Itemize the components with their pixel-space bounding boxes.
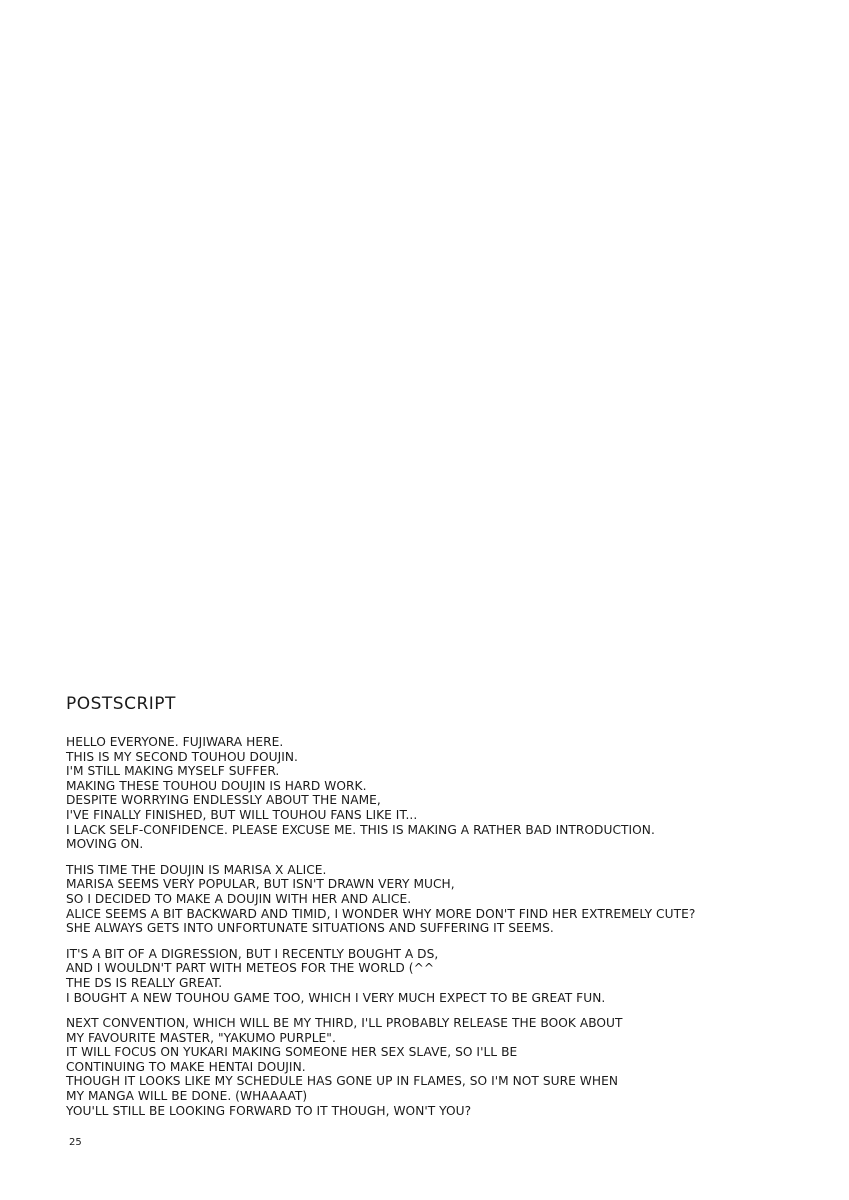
text-line: YOU'LL STILL BE LOOKING FORWARD TO IT THOUGH, WON'T YOU? (66, 1103, 472, 1118)
paragraph (66, 863, 806, 936)
text-line: I BOUGHT A NEW TOUHOU GAME TOO, WHICH I VERY MUCH EXPECT TO BE GREAT FUN. (66, 990, 606, 1005)
paragraph (66, 735, 806, 852)
text-line: ALICE SEEMS A BIT BACKWARD AND TIMID, I WONDER WHY MORE DON'T FIND HER EXTREMELY CUTE? (66, 906, 696, 921)
text-line: MAKING THESE TOUHOU DOUJIN IS HARD WORK. (66, 778, 367, 793)
text-line: THIS TIME THE DOUJIN IS MARISA X ALICE. (66, 862, 327, 877)
text-line: HELLO EVERYONE. FUJIWARA HERE. (66, 735, 284, 749)
text-line: IT'S A BIT OF A DIGRESSION, BUT I RECENTLY BOUGHT A DS, (66, 946, 439, 961)
text-line: I'M STILL MAKING MYSELF SUFFER. (66, 764, 280, 779)
paragraph (66, 947, 806, 1005)
text-line: AND I WOULDN'T PART WITH METEOS FOR THE WORLD (^^ (66, 961, 435, 976)
text-line: MARISA SEEMS VERY POPULAR, BUT ISN'T DRAWN VERY MUCH, (66, 877, 455, 892)
text-line: SHE ALWAYS GETS INTO UNFORTUNATE SITUATIONS AND SUFFERING IT SEEMS. (66, 921, 554, 936)
text-line: MY MANGA WILL BE DONE. (WHAAAAT) (66, 1089, 308, 1104)
text-line: THIS IS MY SECOND TOUHOU DOUJIN. (66, 749, 298, 764)
text-line: THOUGH IT LOOKS LIKE MY SCHEDULE HAS GONE UP IN FLAMES, SO I'M NOT SURE WHEN (66, 1074, 619, 1089)
text-line: CONTINUING TO MAKE HENTAI DOUJIN. (66, 1059, 306, 1074)
text-line: IT WILL FOCUS ON YUKARI MAKING SOMEONE HER SEX SLAVE, SO I'LL BE (66, 1045, 518, 1060)
text-line: I'VE FINALLY FINISHED, BUT WILL TOUHOU FANS LIKE IT... (66, 807, 418, 822)
text-line: I LACK SELF-CONFIDENCE. PLEASE EXCUSE ME. THIS IS MAKING A RATHER BAD INTRODUCTION. (66, 822, 655, 837)
postscript-body (66, 735, 806, 1129)
text-line: SO I DECIDED TO MAKE A DOUJIN WITH HER AND ALICE. (66, 891, 412, 906)
page-title: POSTSCRIPT (66, 694, 176, 714)
page-number: 25 (69, 1137, 82, 1148)
text-line: MOVING ON. (66, 837, 144, 852)
text-line: NEXT CONVENTION, WHICH WILL BE MY THIRD, I'LL PROBABLY RELEASE THE BOOK ABOUT (66, 1016, 623, 1031)
paragraph (66, 1016, 806, 1118)
text-line: THE DS IS REALLY GREAT. (66, 975, 223, 990)
text-line: DESPITE WORRYING ENDLESSLY ABOUT THE NAME, (66, 793, 381, 808)
text-line: MY FAVOURITE MASTER, "YAKUMO PURPLE". (66, 1030, 336, 1045)
